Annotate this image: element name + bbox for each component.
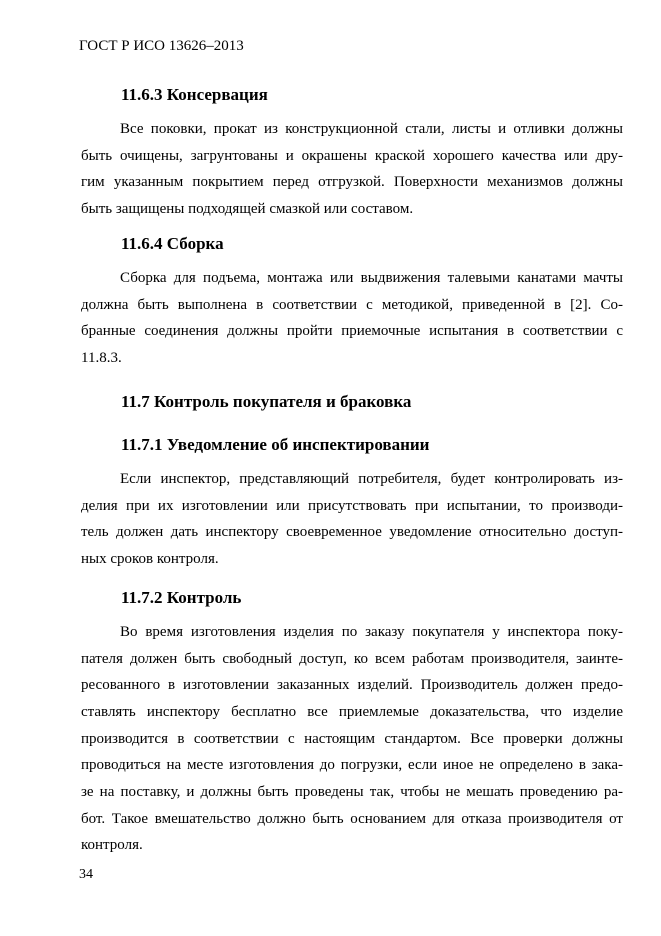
paragraph-line: гим указанным покрытием перед отгрузкой. Поверхности механизмов должны [81, 174, 623, 191]
paragraph-11-7-1 [81, 466, 623, 573]
paragraph-line: Все поковки, прокат из конструкционной стали, листы и отливки должны [120, 121, 623, 137]
paragraph-11-7-2 [81, 619, 623, 859]
paragraph-line: Сборка для подъема, монтажа или выдвижения талевыми канатами мачты [120, 270, 623, 286]
document-header: ГОСТ Р ИСО 13626–2013 [79, 38, 244, 54]
paragraph-line: проводиться на месте изготовления до погрузки, если иное не определено в зака- [81, 757, 623, 774]
page-number: 34 [79, 867, 93, 882]
paragraph-line: производится в соответствии с настоящим стандартом. Все проверки должны [81, 730, 623, 747]
paragraph-line: контроля. [81, 837, 143, 854]
paragraph-line: быть защищены подходящей смазкой или составом. [81, 200, 414, 217]
paragraph-11-6-4 [81, 265, 623, 372]
section-heading-11-7: 11.7 Контроль покупателя и браковка [121, 392, 412, 411]
section-heading-11-7-1: 11.7.1 Уведомление об инспектировании [121, 435, 430, 454]
paragraph-line: 11.8.3. [81, 349, 122, 366]
section-heading-11-7-2: 11.7.2 Контроль [121, 588, 242, 607]
paragraph-line: пателя должен быть свободный доступ, ко всем работам производителя, заинте- [81, 650, 623, 667]
paragraph-line: делия при их изготовлении или присутствовать при испытании, то производи- [81, 497, 623, 514]
section-heading-11-6-4: 11.6.4 Сборка [121, 234, 224, 253]
paragraph-line: Если инспектор, представляющий потребителя, будет контролировать из- [120, 471, 623, 487]
paragraph-line: зе на поставку, и должны быть проведены так, чтобы не мешать проведению ра- [81, 783, 623, 800]
paragraph-line: ставлять инспектору бесплатно все приемлемые доказательства, что изделие [81, 703, 623, 720]
section-heading-11-6-3: 11.6.3 Консервация [121, 85, 268, 104]
paragraph-line: ных сроков контроля. [81, 550, 219, 567]
paragraph-line: бранные соединения должны пройти приемочные испытания в соответствии с [81, 323, 623, 340]
paragraph-line: ресованного в изготовлении заказанных изделий. Производитель должен предо- [81, 677, 623, 694]
paragraph-line: должна быть выполнена в соответствии с методикой, приведенной в [2]. Со- [81, 296, 623, 313]
paragraph-line: тель должен дать инспектору своевременное уведомление относительно доступ- [81, 524, 623, 541]
paragraph-line: Во время изготовления изделия по заказу покупателя у инспектора поку- [120, 624, 623, 640]
paragraph-11-6-3 [81, 116, 623, 223]
paragraph-line: бот. Такое вмешательство должно быть основанием для отказа производителя от [81, 810, 623, 827]
paragraph-line: быть очищены, загрунтованы и окрашены краской хорошего качества или дру- [81, 147, 623, 164]
